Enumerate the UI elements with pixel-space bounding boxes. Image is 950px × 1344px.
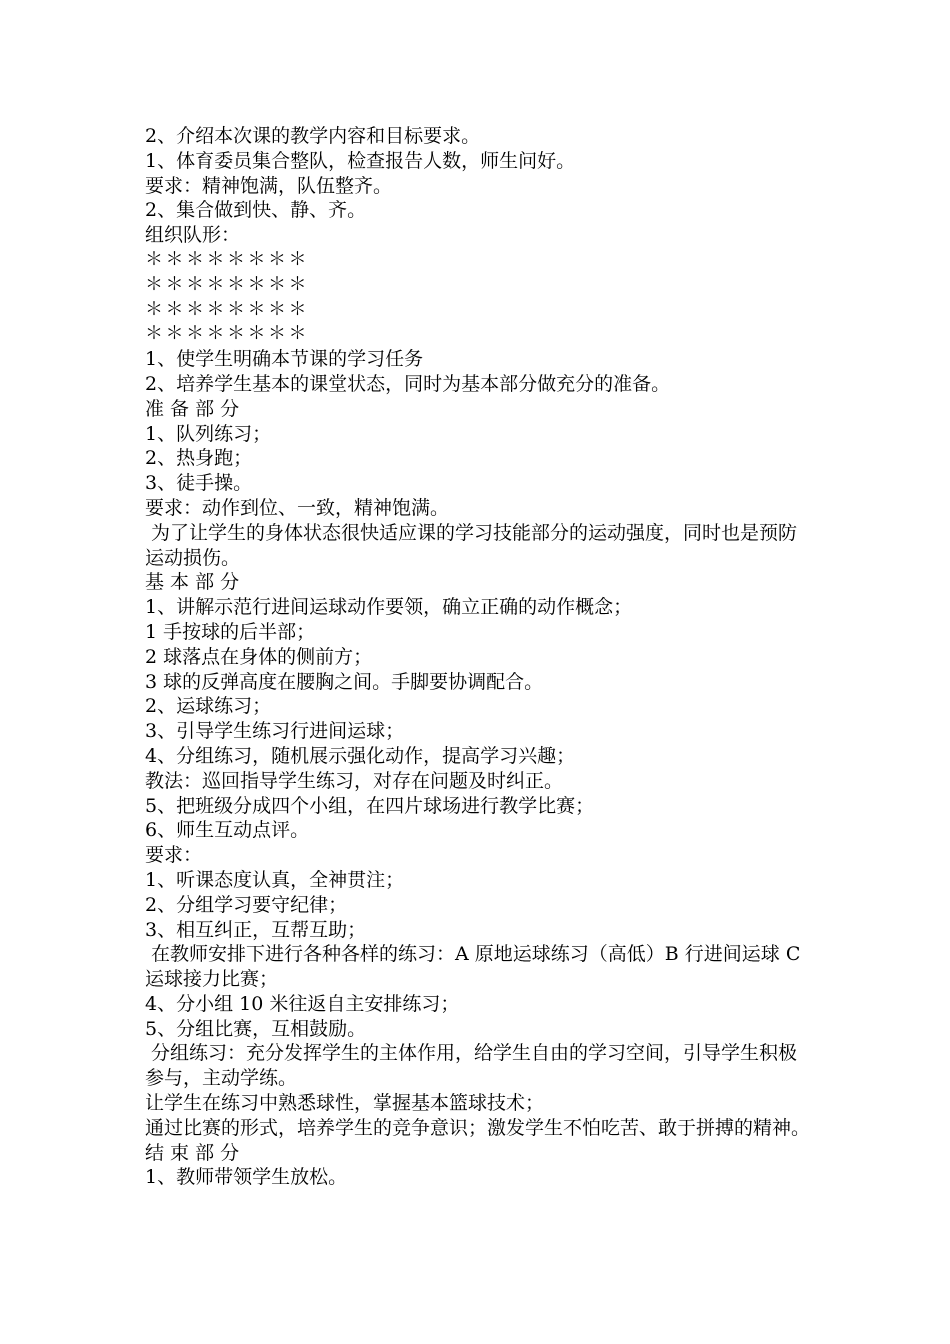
text-paragraph: 通过比赛的形式，培养学生的竞争意识；激发学生不怕吃苦、敢于拼搏的精神。	[145, 1116, 811, 1139]
text-line: 1、教师带领学生放松。	[145, 1166, 348, 1189]
text-line: 4、分组练习，随机展示强化动作，提高学习兴趣；	[145, 744, 576, 767]
text-line: 要求：	[145, 844, 203, 867]
section-heading: 准 备 部 分	[145, 397, 240, 420]
document-body	[145, 124, 810, 1190]
text-line: 2 球落点在身体的侧前方；	[145, 645, 373, 668]
text-line: 2、介绍本次课的教学内容和目标要求。	[145, 125, 481, 147]
text-line: 1、讲解示范行进间运球动作要领，确立正确的动作概念；	[145, 596, 633, 619]
text-line: 5、分组比赛，互相鼓励。	[145, 1017, 367, 1040]
text-line: 2、集合做到快、静、齐。	[145, 199, 367, 222]
text-line: 3、引导学生练习行进间运球；	[145, 720, 405, 743]
text-line: 教法：巡回指导学生练习，对存在问题及时纠正。	[145, 769, 564, 792]
formation-row: ＊＊＊＊＊＊＊＊	[145, 273, 309, 295]
text-line: 4、分小组 10 米往返自主安排练习；	[145, 992, 460, 1015]
text-line: 2、热身跑；	[145, 447, 253, 470]
section-heading: 结 束 部 分	[145, 1141, 240, 1164]
text-line: 2、分组学习要守纪律；	[145, 893, 348, 916]
text-line: 要求：动作到位、一致，精神饱满。	[145, 496, 450, 519]
text-paragraph: 在教师安排下进行各种各样的练习：A 原地运球练习（高低）B 行进间运球 C 运球接力比赛；	[145, 943, 807, 991]
text-line: 让学生在练习中熟悉球性，掌握基本篮球技术；	[145, 1092, 545, 1115]
formation-row: ＊＊＊＊＊＊＊＊	[145, 248, 309, 270]
text-line: 3、相互纠正，互帮互助；	[145, 918, 367, 941]
text-paragraph: 分组练习：充分发挥学生的主体作用，给学生自由的学习空间，引导学生积极参与，主动学练。	[145, 1042, 798, 1090]
text-line: 5、把班级分成四个小组，在四片球场进行教学比赛；	[145, 794, 595, 817]
text-line: 1 手按球的后半部；	[145, 620, 316, 643]
text-line: 3、徒手操。	[145, 472, 253, 495]
text-line: 要求：精神饱满，队伍整齐。	[145, 174, 393, 197]
text-line: 1、队列练习；	[145, 422, 272, 445]
text-line: 组织队形：	[145, 224, 241, 247]
text-line: 3 球的反弹高度在腰胸之间。手脚要协调配合。	[145, 670, 544, 693]
text-line: 2、培养学生基本的课堂状态，同时为基本部分做充分的准备。	[145, 372, 671, 395]
text-line: 1、使学生明确本节课的学习任务	[145, 348, 424, 371]
text-line: 1、听课态度认真，全神贯注；	[145, 868, 405, 891]
formation-row: ＊＊＊＊＊＊＊＊	[145, 298, 309, 320]
text-paragraph: 为了让学生的身体状态很快适应课的学习技能部分的运动强度，同时也是预防运动损伤。	[145, 521, 798, 569]
formation-row: ＊＊＊＊＊＊＊＊	[145, 323, 309, 345]
text-line: 6、师生互动点评。	[145, 819, 310, 842]
text-line: 1、体育委员集合整队，检查报告人数，师生问好。	[145, 149, 576, 172]
section-heading: 基 本 部 分	[145, 571, 240, 594]
text-line: 2、运球练习；	[145, 695, 272, 718]
